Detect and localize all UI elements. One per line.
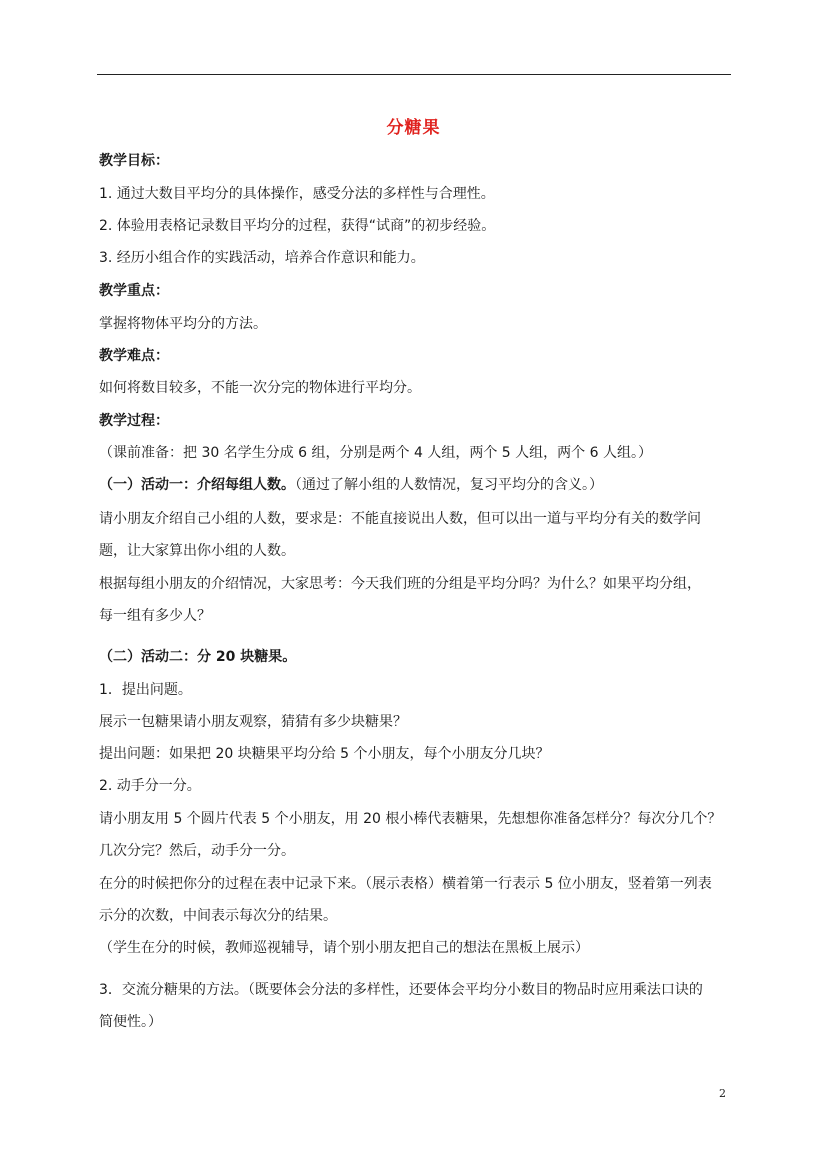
difficulty-text: 如何将数目较多，不能一次分完的物体进行平均分。 <box>99 380 421 396</box>
key-point-text: 掌握将物体平均分的方法。 <box>99 316 267 332</box>
activity-1-paragraph-2a: 根据每组小朋友的介绍情况，大家思考：今天我们班的分组是平均分吗？为什么？如果平均分组， <box>99 576 701 592</box>
section-heading-process: 教学过程： <box>99 413 169 429</box>
step-1-heading: 1．提出问题。 <box>99 682 192 698</box>
activity-1-paragraph-1b: 题，让大家算出你小组的人数。 <box>99 543 295 559</box>
header-rule <box>97 74 731 75</box>
step-2-paragraph-1a: 请小朋友用 5 个圆片代表 5 个小朋友，用 20 根小棒代表糖果，先想想你准备怎样分？每次分几个？ <box>99 811 722 827</box>
activity-1-note: （通过了解小组的人数情况，复习平均分的含义。） <box>295 477 603 493</box>
step-1-paragraph-2: 提出问题：如果把 20 块糖果平均分给 5 个小朋友，每个小朋友分几块？ <box>99 746 550 762</box>
step-2-heading: 2. 动手分一分。 <box>99 778 201 794</box>
goal-item-3: 3. 经历小组合作的实践活动，培养合作意识和能力。 <box>99 250 425 266</box>
step-3-paragraph-b: 简便性。） <box>99 1014 162 1030</box>
preparation-note: （课前准备：把 30 名学生分成 6 组，分别是两个 4 人组，两个 5 人组，两个 6 人组。） <box>99 445 652 461</box>
step-2-paragraph-3: （学生在分的时候，教师巡视辅导，请个别小朋友把自己的想法在黑板上展示） <box>99 940 589 956</box>
activity-1-paragraph-1a: 请小朋友介绍自己小组的人数，要求是：不能直接说出人数，但可以出一道与平均分有关的数学问 <box>99 511 701 527</box>
activity-1-paragraph-2b: 每一组有多少人？ <box>99 608 211 624</box>
page-number: 2 <box>719 1087 726 1100</box>
step-3-paragraph-a: 3．交流分糖果的方法。（既要体会分法的多样性，还要体会平均分小数目的物品时应用乘法口诀的 <box>99 982 703 998</box>
step-2-paragraph-2b: 示分的次数，中间表示每次分的结果。 <box>99 908 337 924</box>
section-heading-key: 教学重点： <box>99 283 169 299</box>
section-heading-goals: 教学目标： <box>99 153 169 169</box>
activity-1-heading <box>99 476 739 494</box>
step-2-paragraph-1b: 几次分完？然后，动手分一分。 <box>99 843 295 859</box>
activity-2-heading: （二）活动二：分 20 块糖果。 <box>99 649 297 665</box>
page-title: 分糖果 <box>386 118 441 138</box>
section-heading-difficulty: 教学难点： <box>99 348 169 364</box>
activity-1-title: （一）活动一：介绍每组人数。 <box>99 477 295 493</box>
goal-item-1: 1. 通过大数目平均分的具体操作，感受分法的多样性与合理性。 <box>99 186 495 202</box>
step-1-paragraph-1: 展示一包糖果请小朋友观察，猜猜有多少块糖果？ <box>99 714 407 730</box>
goal-item-2: 2. 体验用表格记录数目平均分的过程，获得“试商”的初步经验。 <box>99 218 496 234</box>
step-2-paragraph-2a: 在分的时候把你分的过程在表中记录下来。（展示表格）横着第一行表示 5 位小朋友，竖着第一列表 <box>99 876 712 892</box>
